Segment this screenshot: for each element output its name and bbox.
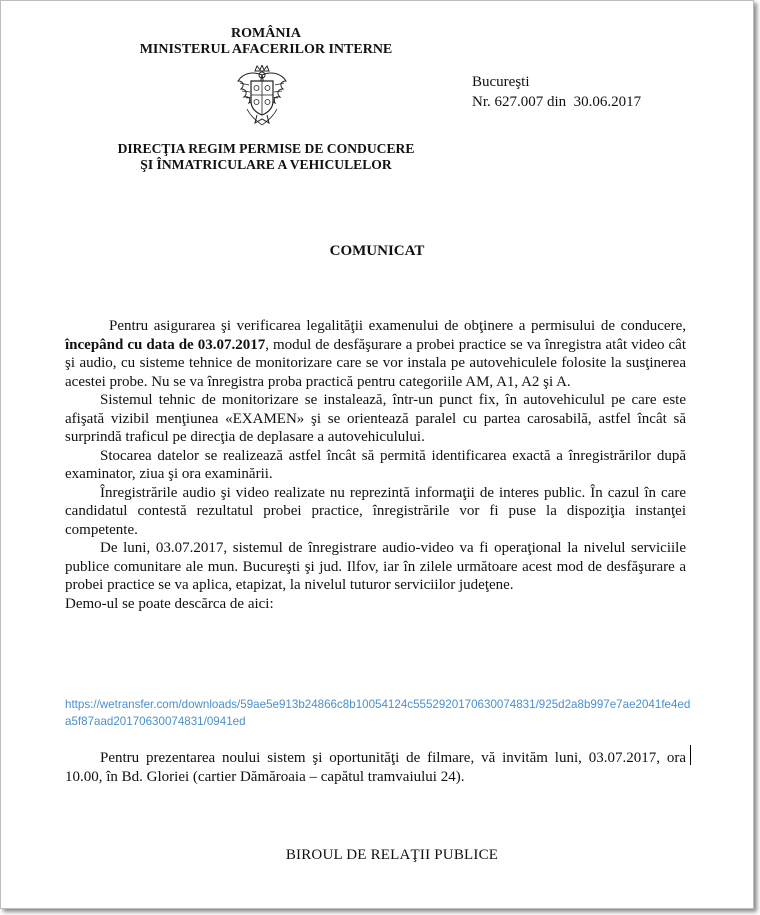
document-body — [65, 317, 686, 613]
paragraph-1-end: , modul de desfăşurare a probei practice se va înregistra atât video cât şi audio, cu sisteme tehnice de monitorizare care se vor instala pe autovehiculele folosite la susţinerea acestei probe. Nu se va înregistra proba practică pentru categoriile AM, A1, A2 şi A. — [65, 336, 686, 390]
invitation-paragraph — [65, 749, 686, 786]
text-cursor — [690, 745, 691, 765]
paragraph-2: Sistemul tehnic de monitorizare se instalează, într-un punct fix, în autovehiculul pe care este afişată vizibil menţiunea «EXAMEN» şi se orientează paralel cu partea carosabilă, astfel încât să surprindă traficul pe direcţia de deplasare a autovehiculului. — [65, 392, 686, 445]
romanian-coat-of-arms-icon — [235, 65, 289, 127]
document-title: COMUNICAT — [329, 243, 425, 259]
country-name: ROMÂNIA — [231, 26, 301, 41]
paragraph-1-bold-date: începând cu data de 03.07.2017 — [65, 336, 266, 353]
paragraph-1 — [65, 317, 686, 391]
paragraph-1-start: Pentru asigurarea şi verificarea legalităţii examenului de obţinere a permisului de conducere, — [109, 318, 686, 334]
paragraph-3: Stocarea datelor se realizează astfel încât să permită identificarea exactă a înregistrărilor după examinator, ziua şi ora examinării. — [65, 447, 686, 482]
invitation-text: Pentru prezentarea noului sistem şi oportunităţi de filmare, vă invităm luni, 03.07.2017, ora 10.00, în Bd. Gloriei (cartier Dămăroaia – capătul tramvaiului 24). — [65, 750, 686, 785]
registration-number: Nr. 627.007 din 30.06.2017 — [472, 94, 642, 110]
download-link[interactable]: https://wetransfer.com/downloads/59ae5e913b24866c8b10054124c5552920170630074831/925d2a8b997e7ae2041fe4eda5f87aad20170630074831/0941ed — [65, 698, 691, 728]
signature: BIROUL DE RELAŢII PUBLICE — [285, 847, 499, 863]
ministry-name: MINISTERUL AFACERILOR INTERNE — [139, 42, 393, 57]
paragraph-5: De luni, 03.07.2017, sistemul de înregistrare audio-video va fi operaţional la nivelul serviciile publice comunitare ale mun. Bucureşti şi jud. Ilfov, iar în zilele următoare acest mod de desfăşurare a probei practice se va aplica, etapizat, la nivelul tuturor serviciilor judeţene. — [65, 540, 686, 593]
paragraph-download: Demo-ul se poate descărca de aici: — [65, 595, 274, 612]
department-line-2: ŞI ÎNMATRICULARE A VEHICULELOR — [140, 157, 392, 172]
paragraph-4: Înregistrările audio şi video realizate nu reprezintă informaţii de interes public. În cazul în care candidatul contestă rezultatul probei practice, înregistrările vor fi puse la dispoziţia instanţei competente. — [65, 484, 686, 538]
department-name — [41, 141, 491, 173]
department-line-1: DIRECŢIA REGIM PERMISE DE CONDUCERE — [117, 141, 415, 156]
city: Bucureşti — [472, 74, 530, 90]
